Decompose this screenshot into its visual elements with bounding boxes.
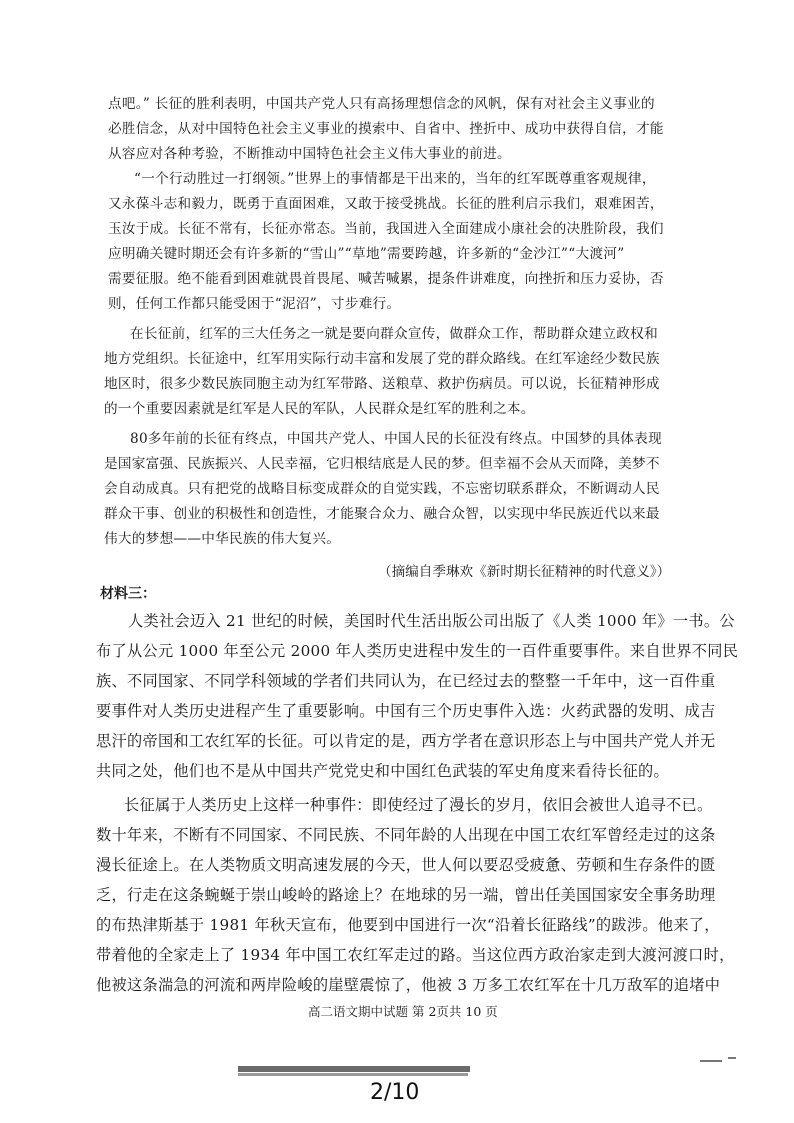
text-line: 群众干事、创业的积极性和创造性，才能聚合众力、融合众智，以实现中华民族近代以来最 xyxy=(104,506,660,522)
page-indicator: 2/10 xyxy=(370,1080,420,1105)
text-line: 应明确关键时期还会有许多新的“雪山”“草地”需要跨越，许多新的“金沙江”“大渡河” xyxy=(108,246,625,262)
text-line: 思汗的帝国和工农红军的长征。可以肯定的是，西方学者在意识形态上与中国共产党人并无 xyxy=(96,732,716,750)
text-line: 地方党组织。长征途中，红军用实际行动丰富和发展了党的群众路线。在红军途经少数民族 xyxy=(104,351,660,367)
text-line: 在长征前，红军的三大任务之一就是要向群众宣传，做群众工作，帮助群众建立政权和 xyxy=(130,326,658,342)
text-line: 他被这条湍急的河流和两岸险峻的崖壁震惊了，他被 3 万多工农红军在十几万敌军的追堵中 xyxy=(96,976,721,994)
text-line: 需要征服。绝不能看到困难就畏首畏尾、喊苦喊累，提条件讲难度，向挫折和压力妥协，否 xyxy=(108,271,664,287)
text-line: 漫长征途上。在人类物质文明高速发展的今天，世人何以要忍受疲惫、劳顿和生存条件的匮 xyxy=(96,856,716,874)
text-line: 的布热津斯基于 1981 年秋天宣布，他要到中国进行一次“沿着长征路线”的跋涉。他来了， xyxy=(96,916,720,934)
text-line: 乏，行走在这条蜿蜒于崇山峻岭的路途上？在地球的另一端，曾出任美国国家安全事务助理 xyxy=(96,886,716,904)
source-citation: （摘编自季琳欢《新时期长征精神的时代意义》） xyxy=(378,564,671,580)
text-line: 必胜信念，从对中国特色社会主义事业的摸索中、自省中、挫折中、成功中获得自信，才能 xyxy=(108,121,664,137)
text-line: 会自动成真。只有把党的战略目标变成群众的自觉实践，不忘密切联系群众，不断调动人民 xyxy=(104,481,660,497)
section-heading: 材料三： xyxy=(100,586,156,602)
text-line: 则，任何工作都只能受困于“泥沼”，寸步难行。 xyxy=(108,296,401,312)
text-line: 又永葆斗志和毅力，既勇于直面困难，又敢于接受挑战。长征的胜利启示我们，艰难困苦， xyxy=(108,196,664,212)
text-line: 地区时，很多少数民族同胞主动为红军带路、送粮草、救护伤病员。可以说，长征精神形成 xyxy=(104,376,660,392)
text-line: 数十年来，不断有不同国家、不同民族、不同年龄的人出现在中国工农红军曾经走过的这条 xyxy=(96,826,716,844)
text-line: 族、不同国家、不同学科领域的学者们共同认为，在已经过去的整整一千年中，这一百件重 xyxy=(96,672,716,690)
text-line: 从容应对各种考验，不断推动中国特色社会主义伟大事业的前进。 xyxy=(108,146,511,162)
page-footer: 高二语文期中试题 第 2页共 10 页 xyxy=(308,1004,498,1019)
text-line: 共同之处，他们也不是从中国共产党党史和中国红色武装的军史角度来看待长征的。 xyxy=(96,762,670,780)
text-line: 要事件对人类历史进程产生了重要影响。中国有三个历史事件入选：火药武器的发明、成吉 xyxy=(96,702,716,720)
text-line: 玉汝于成。长征不常有，长征亦常态。当前，我国进入全面建成小康社会的决胜阶段，我们 xyxy=(108,221,664,237)
text-line: 长征属于人类历史上这样一种事件：即使经过了漫长的岁月，依旧会被世人追寻不已。 xyxy=(124,796,713,814)
scan-edge-artifact xyxy=(238,1073,468,1076)
text-line: 点吧。” 长征的胜利表明，中国共产党人只有高扬理想信念的风帆，保有对社会主义事业的 xyxy=(108,96,655,112)
scan-edge-artifact xyxy=(728,1057,736,1059)
text-line: 的一个重要因素就是红军是人民的军队，人民群众是红军的胜利之本。 xyxy=(104,401,535,417)
text-line: 伟大的梦想——中华民族的伟大复兴。 xyxy=(104,531,341,547)
text-line: “一个行动胜过一打纲领。”世界上的事情都是干出来的，当年的红军既尊重客观规律， xyxy=(134,171,656,187)
text-line: 80多年前的长征有终点，中国共产党人、中国人民的长征没有终点。中国梦的具体表现 xyxy=(130,431,662,447)
text-line: 布了从公元 1000 年至公元 2000 年人类历史进程中发生的一百件重要事件。来自世界不同民 xyxy=(96,642,739,660)
scan-edge-artifact xyxy=(700,1060,722,1062)
text-line: 是国家富强、民族振兴、人民幸福，它归根结底是人民的梦。但幸福不会从天而降，美梦不 xyxy=(104,456,660,472)
text-line: 带着他的全家走上了 1934 年中国工农红军走过的路。当这位西方政治家走到大渡河渡口时， xyxy=(96,946,735,964)
text-line: 人类社会迈入 21 世纪的时候，美国时代生活出版公司出版了《人类 1000 年》一书。公 xyxy=(128,612,735,630)
scan-edge-artifact xyxy=(238,1066,470,1072)
